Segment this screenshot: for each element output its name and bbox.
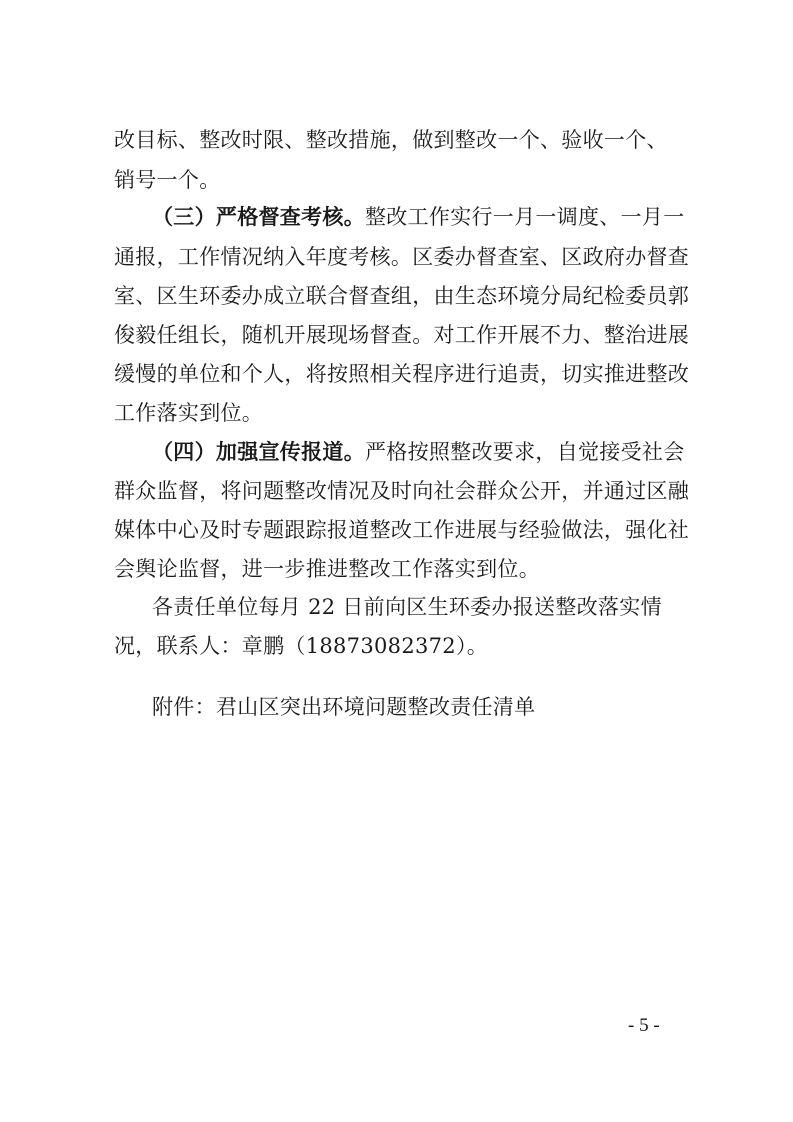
- body-line-7: 缓慢的单位和个人，将按照相关程序进行追责，切实推进整改: [114, 362, 690, 386]
- section-3-paragraph-start: [152, 203, 685, 231]
- body-line-2: 销号一个。: [114, 168, 221, 192]
- page-number: - 5 -: [628, 1015, 660, 1036]
- body-line-10: 群众监督，将问题整改情况及时向社会群众公开，并通过区融: [114, 479, 690, 503]
- section-4-heading: （四）加强宣传报道。: [152, 440, 365, 464]
- attachment-line: 附件：君山区突出环境问题整改责任清单: [152, 695, 536, 719]
- section-4-text: 严格按照整改要求，自觉接受社会: [365, 440, 685, 464]
- body-line-6: 俊毅任组长，随机开展现场督查。对工作开展不力、整治进展: [114, 323, 690, 347]
- body-line-5: 室、区生环委办成立联合督查组，由生态环境分局纪检委员郭: [114, 284, 690, 308]
- body-line-4: 通报，工作情况纳入年度考核。区委办督查室、区政府办督查: [114, 245, 690, 269]
- section-4-paragraph-start: [152, 438, 685, 466]
- section-3-heading: （三）严格督查考核。: [152, 205, 365, 229]
- contact-line: 况，联系人：章鹏（18873082372）。: [114, 634, 489, 658]
- body-line-8: 工作落实到位。: [114, 401, 264, 425]
- body-line-1: 改目标、整改时限、整改措施，做到整改一个、验收一个、: [114, 128, 668, 152]
- report-line: 各责任单位每月 22 日前向区生环委办报送整改落实情: [152, 595, 662, 619]
- section-3-text: 整改工作实行一月一调度、一月一: [365, 205, 685, 229]
- body-line-11: 媒体中心及时专题跟踪报道整改工作进展与经验做法，强化社: [114, 518, 690, 542]
- body-line-12: 会舆论监督，进一步推进整改工作落实到位。: [114, 557, 540, 581]
